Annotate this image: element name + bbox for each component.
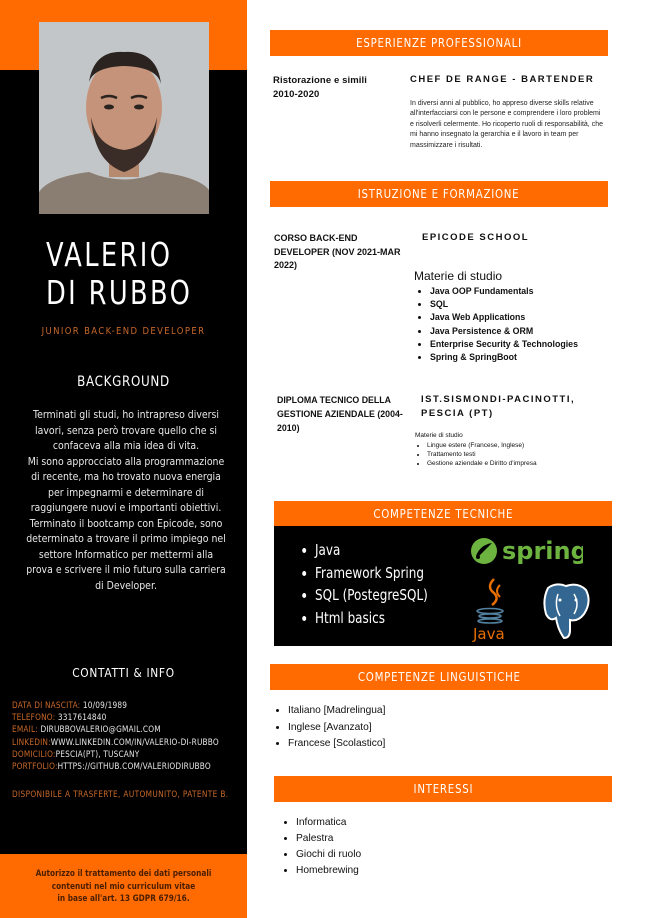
experience-sector <box>273 74 367 102</box>
contact-birthdate <box>12 700 214 712</box>
languages-list <box>288 703 385 753</box>
contact-value: HTTPS://GITHUB.COM/VALERIODIRUBBO <box>57 762 211 773</box>
contact-email[interactable] <box>12 724 214 736</box>
last-name: DI RUBBO <box>46 273 193 312</box>
education-school: EPICODE SCHOOL <box>422 232 530 243</box>
gdpr-line: contenuti nel mio curriculum vitae <box>51 881 196 892</box>
skill-item: • SQL (PostegreSQL) <box>315 584 428 607</box>
subjects-list <box>430 285 578 364</box>
background-text <box>25 408 227 594</box>
experience-description: In diversi anni al pubblico, ho appreso diverse skills relative all'interfacciarsi con le persone e comprendere i loro problemi e risolverli celermente. Ho ricoperto ruoli di responsabilità, che mi hanno insegnato la gerarchia e il lavoro in team per massimizzare i risultati. <box>410 100 603 149</box>
gdpr-line: in base all'art. 13 GDPR 679/16. <box>57 894 190 904</box>
subject-item: • Enterprise Security & Technologies <box>430 338 578 351</box>
job-title: JUNIOR BACK-END DEVELOPER <box>41 326 206 337</box>
contact-label: PORTFOLIO: <box>12 762 58 773</box>
section-title: COMPETENZE TECNICHE <box>373 506 513 521</box>
contact-value: 10/09/1989 <box>80 701 128 711</box>
svg-text:spring: spring <box>502 537 583 565</box>
postgresql-logo-icon <box>538 580 596 645</box>
subject-item: • Lingue estere (Francese, Inglese) <box>427 441 537 450</box>
background-paragraph: Terminato il bootcamp con Epicode, sono determinato a trovare il primo impiego nel settore Informatico per mettermi alla prova e scrivere il mio futuro sulla carriera di Developer. <box>26 518 226 592</box>
contacts-heading: CONTATTI & INFO <box>72 665 175 680</box>
java-logo-icon <box>470 575 515 648</box>
gdpr-consent <box>22 868 225 906</box>
contact-label: DATA DI NASCITA: <box>12 701 81 711</box>
education-title: DIPLOMA TECNICO DELLA GESTIONE AZIENDALE (2004-2010) <box>277 395 403 433</box>
subject-item: • Gestione aziendale e Diritto d'impresa <box>427 459 537 468</box>
language-item: • Italiano [Madrelingua] <box>288 703 385 720</box>
education-heading <box>270 181 608 207</box>
sector-name: Ristorazione e simili <box>273 75 367 86</box>
contact-portfolio[interactable] <box>12 761 214 773</box>
candidate-name <box>46 236 192 312</box>
contact-value: DIRUBBOVALERIO@GMAIL.COM <box>37 725 161 736</box>
svg-text:Java: Java <box>473 625 505 643</box>
subject-item: • Trattamento testi <box>427 450 537 459</box>
contact-value: WWW.LINKEDIN.COM/IN/VALERIO-DI-RUBBO <box>50 737 219 748</box>
contact-label: DOMICILIO: <box>12 749 56 760</box>
contact-value: PESCIA(PT), TUSCANY <box>55 749 140 760</box>
background-heading: BACKGROUND <box>77 374 170 390</box>
contact-label: LINKEDIN: <box>12 737 51 748</box>
contact-value: 3317614840 <box>55 713 107 724</box>
first-name: VALERIO <box>46 235 173 274</box>
section-title: ISTRUZIONE E FORMAZIONE <box>358 186 520 201</box>
subjects-list <box>427 441 537 468</box>
interest-item: • Homebrewing <box>296 863 361 879</box>
interests-heading <box>274 776 612 802</box>
technical-skills-heading <box>274 501 612 527</box>
interests-list <box>296 815 361 879</box>
section-title: INTERESSI <box>413 781 473 796</box>
language-item: • Francese [Scolastico] <box>288 736 385 753</box>
background-paragraph: Terminati gli studi, ho intrapreso diversi lavori, senza però trovare quello che si confaceva alla mia idea di vita. <box>32 410 220 452</box>
background-paragraph: Mi sono approcciato alla programmazione di recente, ma ho trovato nuova energia per impegnarmi e determinare di raggiungere nuovi e importanti obiettivi. <box>27 456 225 514</box>
subject-item: • Java Persistence & ORM <box>430 325 578 338</box>
subjects-heading: Materie di studio <box>415 432 463 439</box>
language-item: • Inglese [Avanzato] <box>288 720 385 737</box>
contact-linkedin[interactable] <box>12 737 219 749</box>
experience-heading <box>270 30 608 56</box>
contact-address <box>12 749 214 761</box>
subject-item: • SQL <box>430 298 578 311</box>
languages-heading <box>270 664 608 690</box>
section-title: COMPETENZE LINGUISTICHE <box>357 669 521 684</box>
period: 2010-2020 <box>273 89 320 100</box>
availability-note: DISPONIBILE A TRASFERTE, AUTOMUNITO, PATENTE B. <box>12 790 229 800</box>
subjects-heading: Materie di studio <box>414 269 503 283</box>
subject-item: • Java OOP Fundamentals <box>430 285 578 298</box>
education-school: IST.SISMONDI-PACINOTTI, PESCIA (PT) <box>421 394 576 419</box>
contact-phone[interactable] <box>12 712 214 724</box>
subject-item: • Java Web Applications <box>430 311 578 324</box>
skill-item: • Java <box>315 539 428 562</box>
skill-item: • Html basics <box>315 607 428 630</box>
contact-label: EMAIL: <box>12 725 38 736</box>
interest-item: • Giochi di ruolo <box>296 847 361 863</box>
contacts-list <box>12 700 219 773</box>
skill-item: • Framework Spring <box>315 562 428 585</box>
interest-item: • Informatica <box>296 815 361 831</box>
subject-item: • Spring & SpringBoot <box>430 351 578 364</box>
spring-logo-icon <box>468 535 583 572</box>
education-title: CORSO BACK-END DEVELOPER (NOV 2021-MAR 2022) <box>274 233 401 270</box>
section-title: ESPERIENZE PROFESSIONALI <box>356 35 522 50</box>
interest-item: • Palestra <box>296 831 361 847</box>
gdpr-line: Autorizzo il trattamento dei dati personali <box>35 869 212 879</box>
technical-skills-list <box>315 539 428 629</box>
experience-role: CHEF DE RANGE - BARTENDER <box>410 74 595 85</box>
profile-photo <box>39 22 209 214</box>
contact-label: TELEFONO: <box>12 713 56 724</box>
